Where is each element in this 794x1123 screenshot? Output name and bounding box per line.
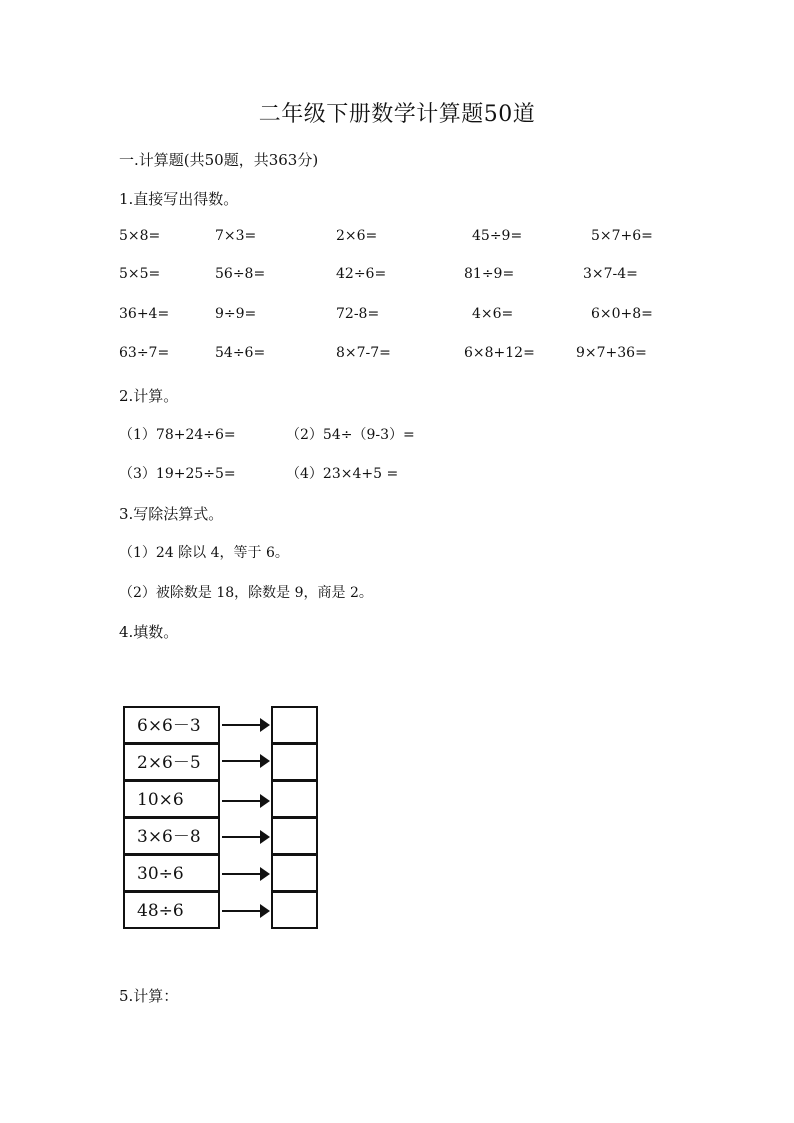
q2-item: （4）23×4+5 = (286, 466, 399, 482)
q3-item: （2）被除数是 18，除数是 9，商是 2。 (119, 585, 373, 601)
q2-item: （1）78+24÷6= (119, 427, 236, 443)
q1-cell: 9÷9= (215, 306, 257, 322)
arrow-right-icon (220, 903, 271, 919)
q1-heading: 1.直接写出得数。 (119, 190, 239, 208)
q1-cell: 54÷6= (215, 345, 266, 361)
q3-item: （1）24 除以 4，等于 6。 (119, 545, 289, 561)
expression-box: 2×6－5 (123, 743, 220, 781)
q1-cell: 9×7+36= (576, 345, 647, 361)
answer-box[interactable] (271, 854, 318, 892)
section-heading: 一.计算题(共50题，共363分) (119, 151, 319, 169)
q1-cell: 5×8= (119, 228, 161, 244)
q1-cell: 7×3= (215, 228, 257, 244)
q1-cell: 4×6= (472, 306, 514, 322)
q1-cell: 72-8= (336, 306, 380, 322)
q1-cell: 6×0+8= (591, 306, 653, 322)
arrow-right-icon (220, 753, 271, 769)
expression-box: 6×6－3 (123, 706, 220, 744)
q1-cell: 2×6= (336, 228, 378, 244)
q1-cell: 3×7-4= (583, 266, 638, 282)
expression-box: 30÷6 (123, 854, 220, 892)
page-title: 二年级下册数学计算题50道 (258, 102, 536, 127)
q2-item: （2）54÷（9-3）= (286, 427, 415, 443)
arrow-right-icon (220, 793, 271, 809)
q1-cell: 42÷6= (336, 266, 387, 282)
arrow-right-icon (220, 866, 271, 882)
answer-box[interactable] (271, 706, 318, 744)
expression-box: 3×6－8 (123, 817, 220, 855)
q1-cell: 81÷9= (464, 266, 515, 282)
q1-cell: 5×5= (119, 266, 161, 282)
arrow-right-icon (220, 829, 271, 845)
q2-item: （3）19+25÷5= (119, 466, 236, 482)
q1-cell: 5×7+6= (591, 228, 653, 244)
q1-cell: 36+4= (119, 306, 170, 322)
q5-heading: 5.计算： (119, 987, 179, 1005)
q3-heading: 3.写除法算式。 (119, 505, 224, 523)
q1-cell: 56÷8= (215, 266, 266, 282)
q4-heading: 4.填数。 (119, 623, 179, 641)
answer-box[interactable] (271, 780, 318, 818)
answer-box[interactable] (271, 891, 318, 929)
expression-box: 48÷6 (123, 891, 220, 929)
expression-box: 10×6 (123, 780, 220, 818)
q1-cell: 63÷7= (119, 345, 170, 361)
answer-box[interactable] (271, 743, 318, 781)
q1-cell: 8×7-7= (336, 345, 391, 361)
q1-cell: 45÷9= (472, 228, 523, 244)
q1-cell: 6×8+12= (464, 345, 535, 361)
arrow-right-icon (220, 717, 271, 733)
answer-box[interactable] (271, 817, 318, 855)
q2-heading: 2.计算。 (119, 387, 179, 405)
